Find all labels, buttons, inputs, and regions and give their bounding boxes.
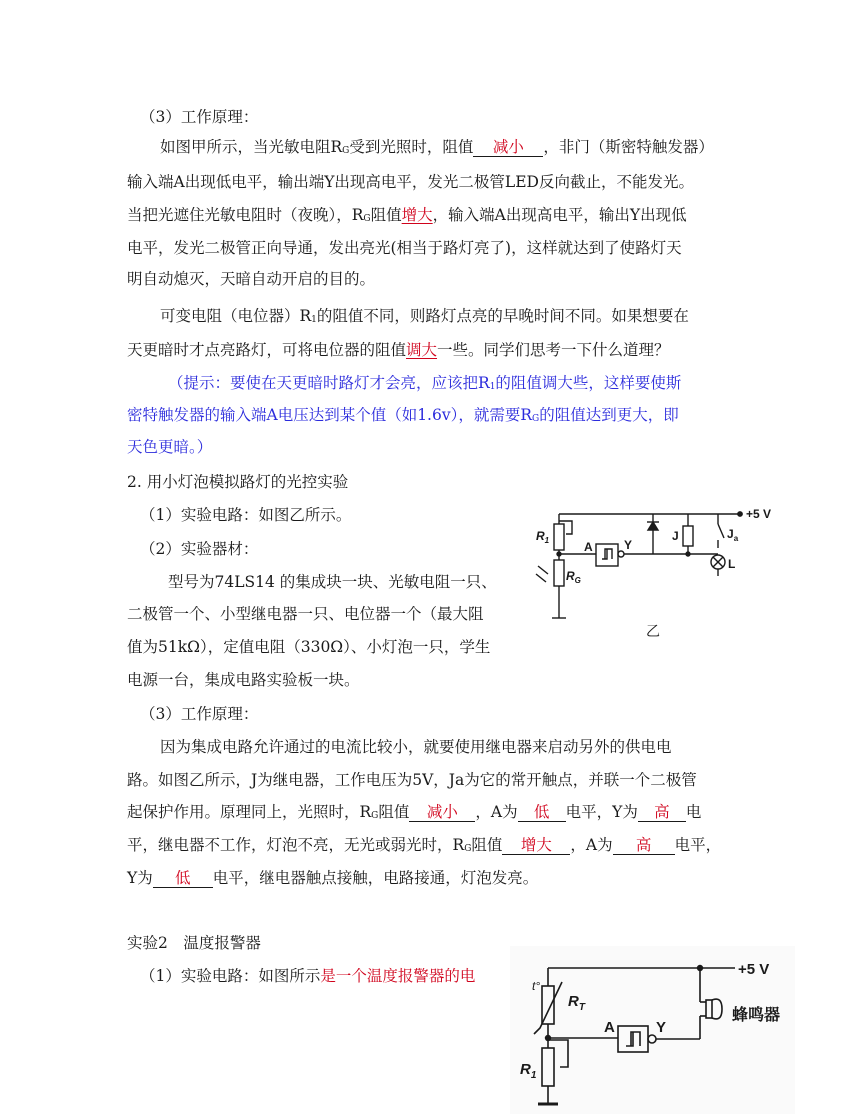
answer-text: 调大 (406, 341, 438, 359)
text: 电平， (674, 836, 722, 854)
answer-blank (409, 803, 475, 822)
r1-label: $R_1$ (536, 529, 550, 545)
text: 的阻值不同，则路灯点亮的早晚时间不同。如果想要在 (316, 307, 689, 325)
answer-text: 减小 (426, 803, 458, 821)
text: 一些。同学们思考一下什么道理？ (437, 341, 670, 359)
experiment-circuit: （1）实验电路：如图乙所示。 (140, 506, 352, 524)
hint-line (127, 405, 679, 429)
answer-blank (518, 803, 566, 822)
principle-heading: （3）工作原理： (140, 705, 259, 723)
text: 电平，Y为 (565, 803, 638, 821)
text: 的阻值达到更大，即 (539, 406, 679, 424)
answer-blank (502, 836, 570, 855)
circuit-diagram (528, 496, 792, 644)
subscript: 1 (311, 315, 317, 325)
paragraph-line: 因为集成电路允许通过的电流比较小，就要使用继电器来启动另外的供电电 (160, 738, 672, 756)
answer-text: 减小 (492, 138, 524, 156)
hint-line (168, 373, 681, 397)
text: （1）实验电路：如图所示 (140, 967, 321, 985)
circuit-figure-yi (528, 496, 792, 644)
materials-line: 二极管一个、小型继电器一只、电位器一个（最大阻 (127, 605, 484, 623)
materials-line: 值为51kΩ），定值电阻（330Ω）、小灯泡一只，学生 (127, 638, 491, 656)
figure-caption: 乙 (646, 623, 660, 639)
paragraph-line (160, 137, 714, 161)
paragraph-line (160, 306, 689, 330)
text: 可变电阻（电位器）R (160, 307, 312, 325)
y-label: Y (656, 1019, 667, 1036)
subscript: G (371, 811, 379, 821)
text: 的阻值调大些，这样要使斯 (495, 374, 682, 392)
materials-heading: （2）实验器材： (140, 540, 259, 558)
text: 如图甲所示，当光敏电阻R (160, 138, 343, 156)
text: 当把光遮住光敏电阻时（夜晚），R (127, 206, 364, 224)
paragraph-line (127, 835, 721, 859)
subscript: G (532, 414, 540, 424)
text: 平，继电器不工作，灯泡不亮，无光或弱光时，R (127, 836, 465, 854)
text: 电 (685, 803, 702, 821)
rg-label: $R_G$ (566, 569, 581, 585)
answer-text: 高 (654, 803, 670, 821)
text: （提示：要使在天更暗时路灯才会亮，应该把R (168, 374, 490, 392)
y-label: Y (624, 538, 633, 552)
answer-blank (153, 869, 213, 888)
hint-line: 天色更暗。） (127, 438, 213, 456)
materials-line: 型号为74LS14 的集成块一块、光敏电阻一只、 (168, 573, 497, 591)
answer-blank (613, 836, 675, 855)
materials-line: 电源一台，集成电路实验板一块。 (127, 671, 360, 689)
a-label: A (584, 540, 593, 554)
answer-text: 低 (174, 869, 191, 887)
r1-label: $R_1$ (520, 1061, 537, 1081)
text: 电平，继电器触点接触，电路接通，灯泡发亮。 (212, 869, 539, 887)
paragraph-line: 明自动熄灭，天暗自动开启的目的。 (127, 270, 376, 288)
text: 阻值 (471, 836, 503, 854)
experiment-title: 2. 用小灯泡模拟路灯的光控实验 (127, 473, 349, 491)
subscript: 1 (489, 382, 496, 392)
answer-text: 增大 (401, 206, 433, 224)
paragraph-line: 路。如图乙所示，J为继电器，工作电压为5V，Ja为它的常开触点，并联一个二极管 (127, 771, 697, 789)
subscript: G (464, 844, 472, 854)
text: ，A为 (475, 803, 518, 821)
j-label: J (672, 529, 679, 543)
text: 阻值 (378, 803, 410, 821)
experiment2-title: 实验2 温度报警器 (127, 934, 261, 952)
text: ，输入端A出现高电平，输出Y出现低 (432, 206, 687, 224)
text: 是一个温度报警器的电 (320, 967, 476, 985)
paragraph-line (127, 868, 538, 888)
supply-label: +5 V (746, 507, 772, 521)
supply-label: +5 V (738, 961, 770, 978)
paragraph-line: 输入端A出现低电平，输出端Y出现高电平，发光二极管LED反向截止，不能发光。 (127, 173, 694, 191)
answer-text: 增大 (520, 836, 552, 854)
answer-blank (473, 138, 543, 157)
text: 起保护作用。原理同上，光照时，R (127, 803, 372, 821)
t-label: t° (532, 979, 541, 993)
paragraph-line (127, 802, 701, 826)
rt-label: $R_T$ (568, 993, 585, 1013)
paragraph-line: 电平，发光二极管正向导通，发出亮光(相当于路灯亮了)，这样就达到了使路灯天 (127, 239, 682, 257)
section-heading-principle: （3）工作原理： (140, 108, 259, 126)
buzzer-label: 蜂鸣器 (732, 1007, 781, 1024)
text: 阻值 (370, 206, 402, 224)
subscript: G (363, 214, 371, 224)
text: ，非门（斯密特触发器） (543, 138, 714, 156)
l-label: L (728, 557, 736, 571)
subscript: G (342, 146, 350, 156)
answer-blank (638, 803, 686, 822)
text: 天更暗时才点亮路灯，可将电位器的阻值 (127, 341, 407, 359)
alarm-circuit-diagram (510, 946, 795, 1114)
ja-label: $J_a$ (727, 527, 739, 543)
a-label: A (604, 1019, 615, 1036)
text: 密特触发器的输入端A电压达到某个值（如1.6v），就需要R (127, 406, 533, 424)
paragraph-line (127, 205, 687, 229)
text: 受到光照时，阻值 (349, 138, 474, 156)
text: Y为 (127, 869, 153, 887)
alarm-circuit-figure (510, 946, 795, 1114)
experiment2-circuit (140, 966, 475, 986)
answer-text: 低 (533, 803, 550, 821)
paragraph-line (127, 340, 670, 360)
text: ，A为 (570, 836, 613, 854)
answer-text: 高 (635, 836, 652, 854)
